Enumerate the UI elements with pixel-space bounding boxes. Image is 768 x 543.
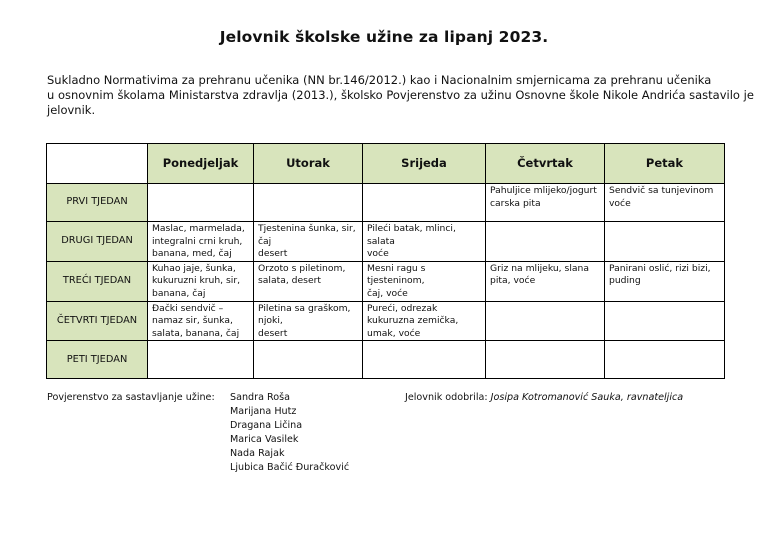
menu-cell <box>148 301 254 341</box>
menu-item-line: banana, med, čaj <box>152 248 232 260</box>
menu-item-line: Orzoto s piletinom, <box>258 262 346 274</box>
menu-item-line: desert <box>258 248 288 260</box>
table-row <box>47 341 725 379</box>
week-label: PRVI TJEDAN <box>47 184 148 222</box>
table-row <box>47 261 725 301</box>
menu-cell <box>605 222 725 262</box>
day-header-friday: Petak <box>605 144 725 184</box>
menu-item-line: Pahuljice mlijeko/jogurt <box>490 185 597 196</box>
document-title: Jelovnik školske užine za lipanj 2023. <box>219 28 549 46</box>
menu-item-line: kukuruzni kruh, sir, <box>152 275 241 287</box>
menu-item-line: voće <box>367 248 389 260</box>
menu-cell <box>605 261 725 301</box>
menu-cell <box>363 341 486 379</box>
menu-item-line: salata <box>367 235 395 247</box>
menu-item-line: banana, čaj <box>152 287 206 299</box>
table-row <box>47 222 725 262</box>
menu-cell <box>605 301 725 341</box>
day-header-tuesday: Utorak <box>254 144 363 184</box>
menu-item-line: pita, voće <box>490 275 536 287</box>
menu-corner-cell <box>47 144 148 184</box>
menu-cell <box>486 222 605 262</box>
menu-item-line: Pileći batak, mlinci, <box>367 223 456 234</box>
menu-item-line: kukuruzna zemička, <box>367 315 459 327</box>
menu-cell <box>363 222 486 262</box>
menu-cell <box>363 261 486 301</box>
week-label: ČETVRTI TJEDAN <box>47 301 148 341</box>
menu-item-line: Mesni ragu s <box>367 262 426 274</box>
menu-cell <box>254 222 363 262</box>
menu-item-line: čaj <box>258 235 272 247</box>
menu-item-line: voće <box>609 197 631 209</box>
day-header-thursday: Četvrtak <box>486 144 605 184</box>
menu-cell <box>486 341 605 379</box>
approver-name: Josipa Kotromanović Sauka, ravnateljica <box>490 392 684 403</box>
intro-line: jelovnik. <box>47 103 96 117</box>
menu-cell <box>254 301 363 341</box>
committee-members-list <box>230 391 349 475</box>
week-label: DRUGI TJEDAN <box>47 222 148 262</box>
approval-label: Jelovnik odobrila: <box>405 392 488 403</box>
menu-item-line: njoki, <box>258 315 283 327</box>
menu-table <box>46 143 725 379</box>
menu-item-line: umak, voće <box>367 327 421 339</box>
menu-item-line: Kuhao jaje, šunka, <box>152 262 236 274</box>
menu-cell <box>363 301 486 341</box>
table-row <box>47 301 725 341</box>
day-header-monday: Ponedjeljak <box>148 144 254 184</box>
intro-paragraph <box>47 73 754 118</box>
menu-cell <box>254 184 363 222</box>
menu-item-line: integralni crni kruh, <box>152 235 243 247</box>
menu-item-line: desert <box>258 327 288 339</box>
menu-cell <box>148 222 254 262</box>
committee-member: Marica Vasilek <box>230 434 299 445</box>
menu-item-line: Đački sendvič – <box>152 302 224 314</box>
committee-member: Marijana Hutz <box>230 406 297 417</box>
menu-item-line: čaj, voće <box>367 287 408 299</box>
menu-item-line: Panirani oslić, rizi bizi, <box>609 262 711 274</box>
menu-item-line: namaz sir, šunka, <box>152 315 233 327</box>
menu-cell <box>605 341 725 379</box>
menu-cell <box>605 184 725 222</box>
menu-item-line: salata, desert <box>258 275 321 287</box>
committee-member: Sandra Roša <box>230 392 290 403</box>
menu-cell <box>148 184 254 222</box>
week-label: TREĆI TJEDAN <box>47 261 148 301</box>
menu-item-line: Tjestenina šunka, sir, <box>258 223 356 234</box>
menu-item-line: salata, banana, čaj <box>152 327 240 339</box>
committee-label: Povjerenstvo za sastavljanje užine: <box>47 392 215 403</box>
menu-cell <box>486 301 605 341</box>
intro-line: Sukladno Normativima za prehranu učenika (NN br.146/2012.) kao i Nacionalnim smjernicama za prehranu učenika <box>47 73 712 87</box>
committee-member: Ljubica Bačić Đuračković <box>230 462 350 473</box>
menu-cell <box>254 261 363 301</box>
intro-line: u osnovnim školama Ministarstva zdravlja (2013.), školsko Povjerenstvo za užinu Osnovne škole Nikole Andrića sastavilo je <box>47 88 754 102</box>
table-row <box>47 184 725 222</box>
week-label: PETI TJEDAN <box>47 341 148 379</box>
menu-item-line: Griz na mlijeku, slana <box>490 262 589 274</box>
menu-item-line: Pureći, odrezak <box>367 302 438 314</box>
committee-member: Dragana Ličina <box>230 420 303 431</box>
menu-item-line: Sendvič sa tunjevinom <box>609 185 714 196</box>
menu-cell <box>486 184 605 222</box>
menu-item-line: Piletina sa graškom, <box>258 302 351 314</box>
menu-cell <box>148 261 254 301</box>
menu-item-line: carska pita <box>490 197 541 209</box>
menu-item-line: Maslac, marmelada, <box>152 223 245 234</box>
menu-item-line: puding <box>609 275 641 287</box>
committee-member: Nada Rajak <box>230 448 285 459</box>
menu-item-line: tjesteninom, <box>367 275 425 287</box>
menu-cell <box>254 341 363 379</box>
menu-header-row <box>47 144 725 184</box>
menu-cell <box>363 184 486 222</box>
menu-cell <box>486 261 605 301</box>
menu-cell <box>148 341 254 379</box>
day-header-wednesday: Srijeda <box>363 144 486 184</box>
approval-line <box>405 391 683 405</box>
